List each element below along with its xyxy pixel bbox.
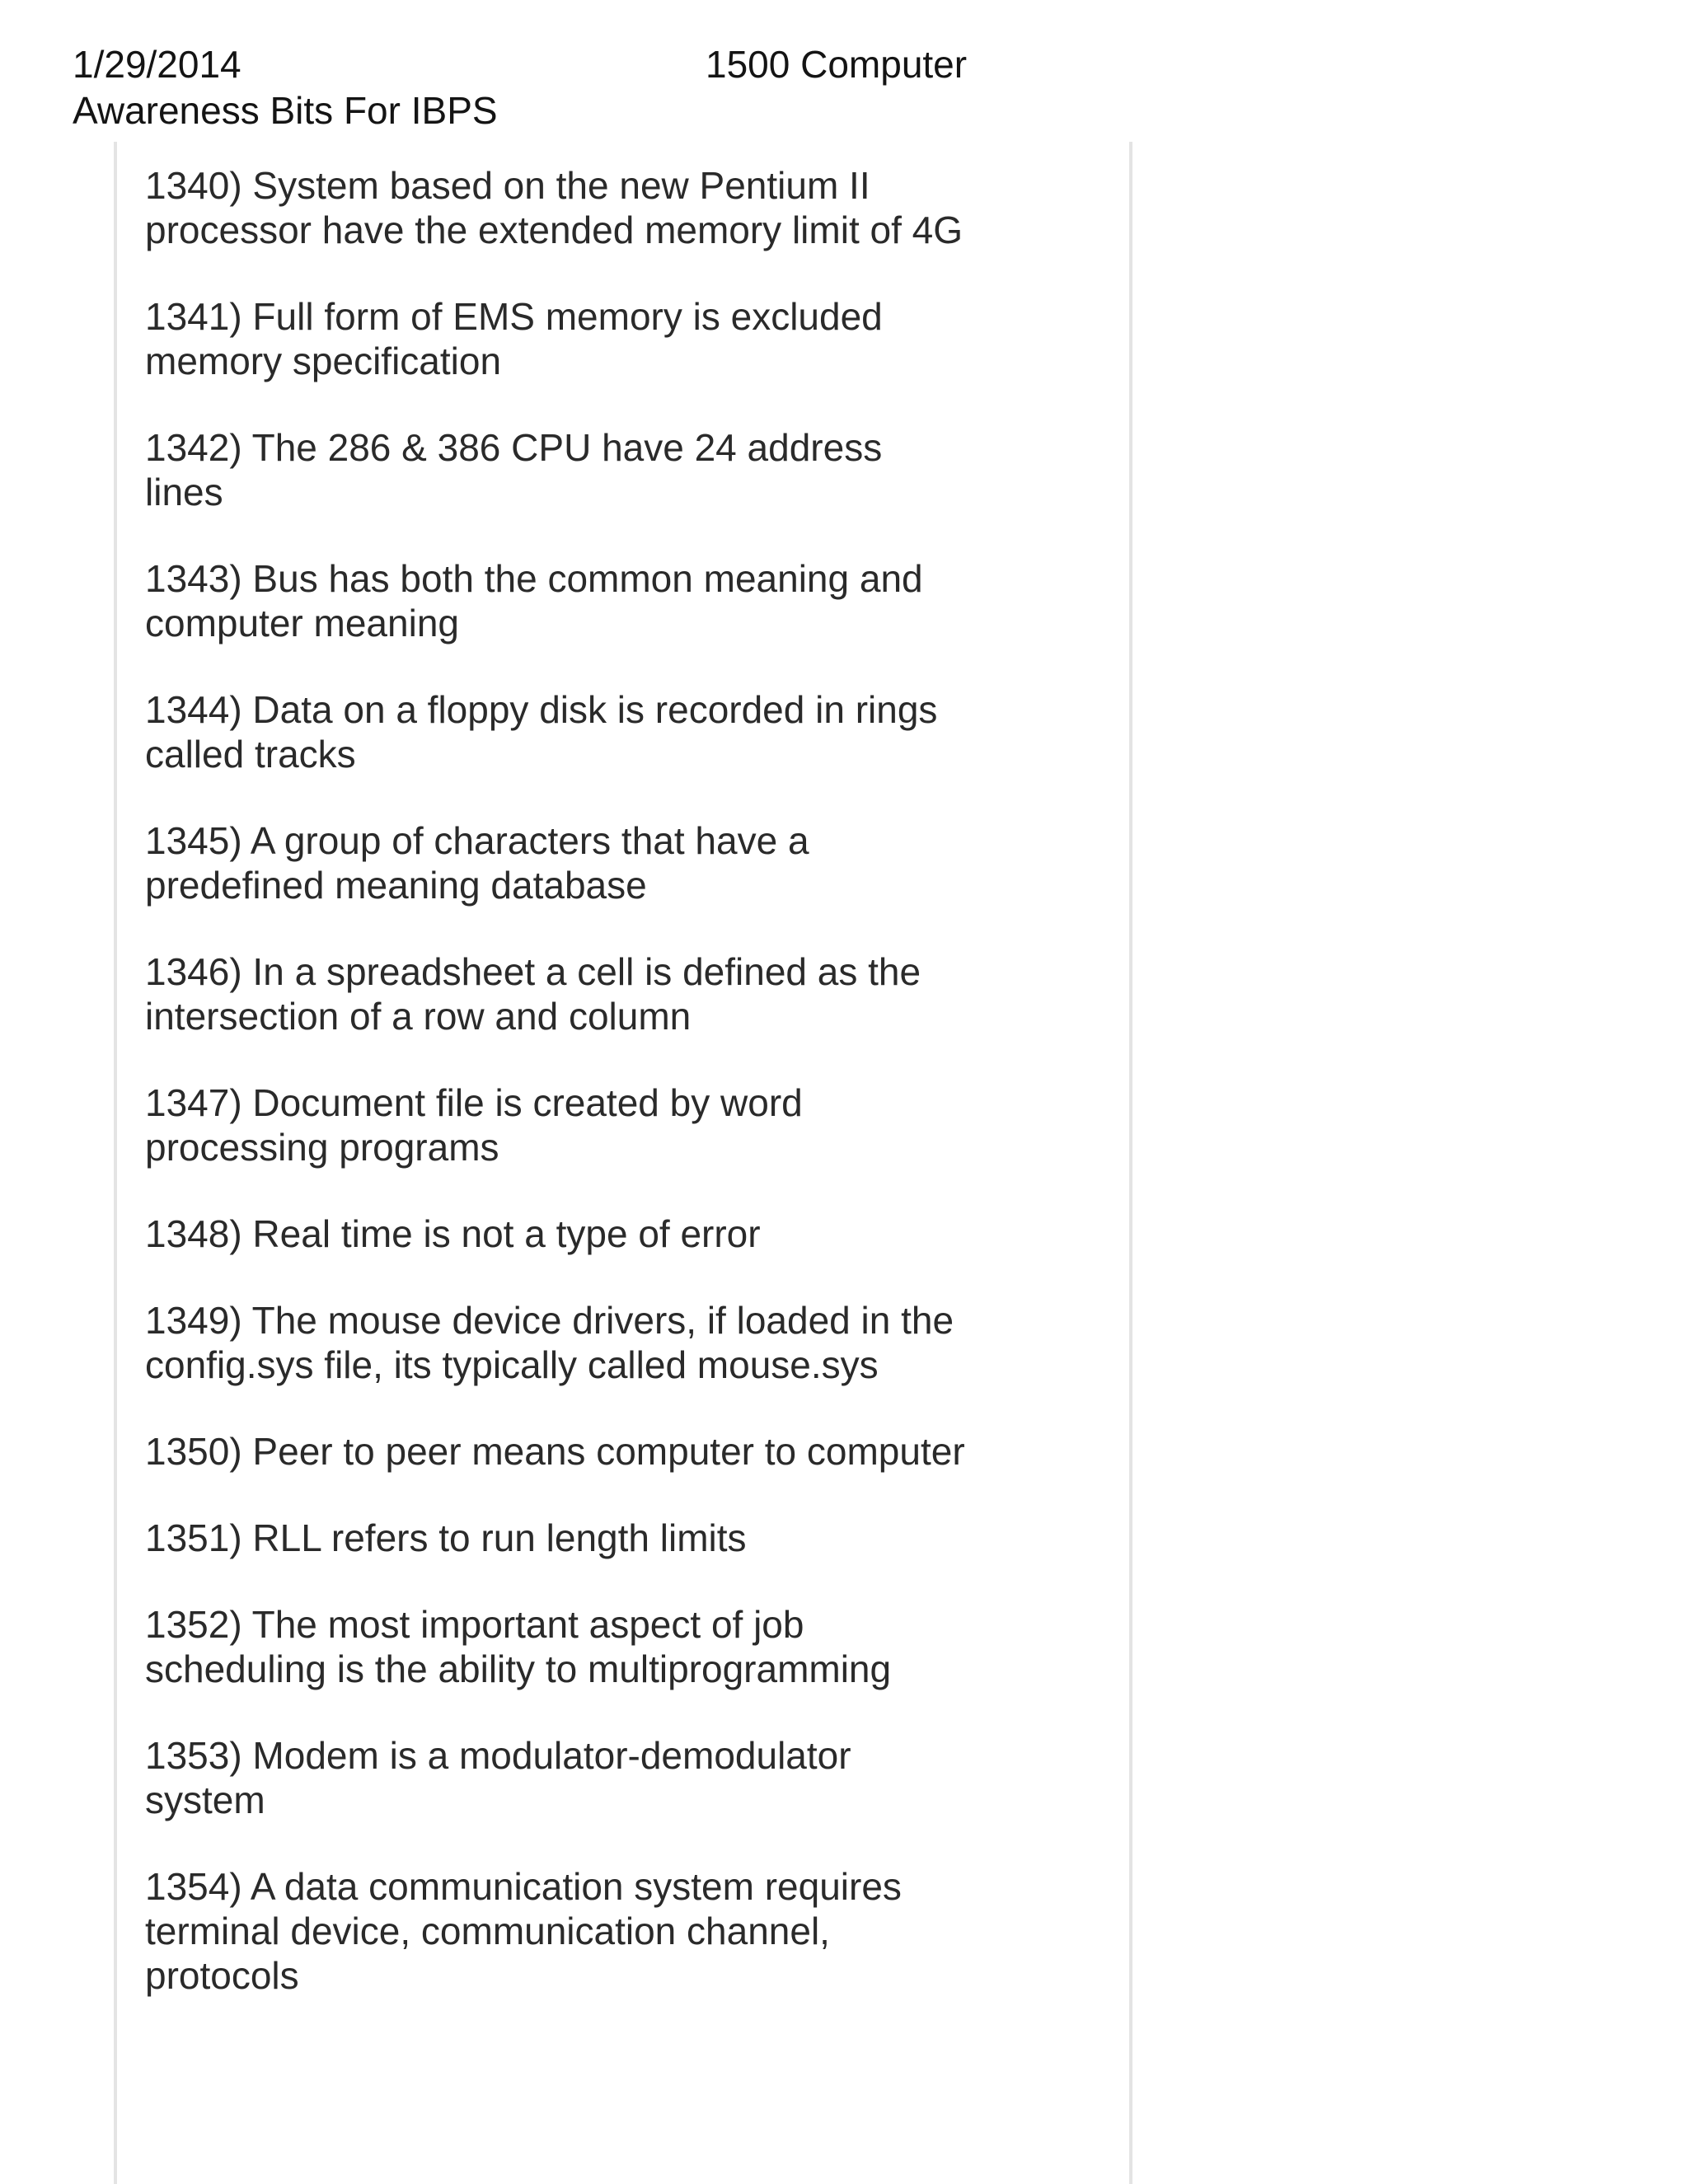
fact-item: 1354) A data communication system requires terminal device, communication channel, protocols bbox=[145, 1865, 902, 1997]
fact-item: 1341) Full form of EMS memory is excluded memory specification bbox=[145, 295, 883, 382]
fact-item: 1348) Real time is not a type of error bbox=[145, 1212, 761, 1255]
print-header bbox=[73, 41, 1062, 134]
fact-item: 1349) The mouse device drivers, if loaded in the config.sys file, its typically called mouse.sys bbox=[145, 1299, 954, 1386]
print-date: 1/29/2014 bbox=[73, 43, 241, 86]
header-row-1 bbox=[73, 41, 1062, 87]
fact-item: 1352) The most important aspect of job scheduling is the ability to multiprogramming bbox=[145, 1603, 892, 1690]
fact-item: 1345) A group of characters that have a predefined meaning database bbox=[145, 819, 809, 907]
page-title-part-2: Awareness Bits For IBPS bbox=[73, 89, 498, 132]
page-title-part-1: 1500 Computer bbox=[706, 43, 968, 86]
facts-list bbox=[145, 163, 969, 2040]
fact-item: 1353) Modem is a modulator-demodulator system bbox=[145, 1734, 851, 1821]
fact-item: 1347) Document file is created by word processing programs bbox=[145, 1081, 803, 1169]
fact-item: 1340) System based on the new Pentium II processor have the extended memory limit of 4G bbox=[145, 164, 964, 251]
fact-item: 1351) RLL refers to run length limits bbox=[145, 1516, 747, 1559]
fact-item: 1346) In a spreadsheet a cell is defined as the intersection of a row and column bbox=[145, 950, 921, 1038]
fact-item: 1350) Peer to peer means computer to computer bbox=[145, 1430, 965, 1473]
header-row-2 bbox=[73, 87, 1062, 134]
fact-item: 1343) Bus has both the common meaning and computer meaning bbox=[145, 557, 923, 644]
content-panel bbox=[114, 142, 1132, 2184]
fact-item: 1342) The 286 & 386 CPU have 24 address lines bbox=[145, 426, 883, 513]
fact-item: 1344) Data on a floppy disk is recorded in rings called tracks bbox=[145, 688, 938, 776]
